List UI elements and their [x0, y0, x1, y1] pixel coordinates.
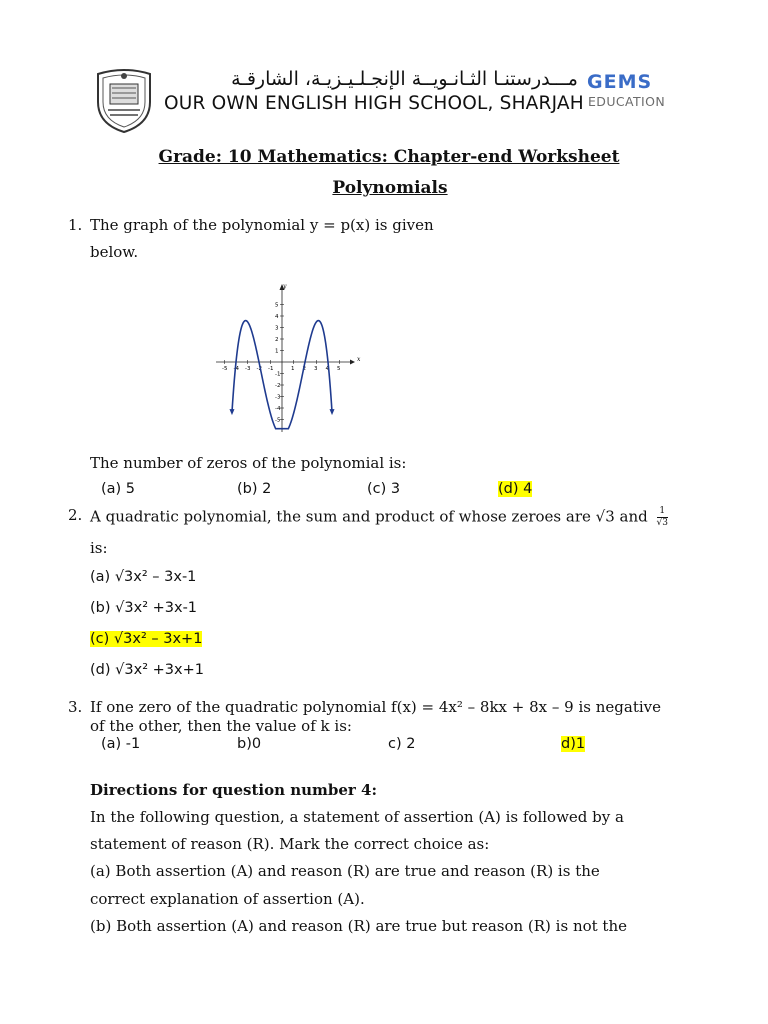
q4-line-2: statement of reason (R). Mark the correct choice as:: [90, 835, 490, 853]
q2-text-line2: is:: [90, 539, 108, 557]
school-name: OUR OWN ENGLISH HIGH SCHOOL, SHARJAH: [164, 93, 584, 114]
curve-arrow-right: [330, 409, 335, 415]
x-tick-label: -2: [256, 366, 262, 372]
q2-option-d-label: (d): [90, 662, 111, 678]
q1-number: 1.: [68, 216, 83, 234]
q3-number: 3.: [68, 698, 83, 716]
q4-line-5: (b) Both assertion (A) and reason (R) are true but reason (R) is not the: [90, 917, 627, 935]
y-tick-label: -3: [275, 394, 281, 401]
q1-option-d: (d) 4: [498, 481, 533, 497]
curve-arrow-left: [229, 409, 234, 415]
q2-option-b-rest: x² +3x-1: [133, 600, 198, 616]
x-axis-label: x: [357, 356, 361, 363]
polynomial-graph: [212, 282, 362, 434]
q2-text-line1: [90, 506, 668, 529]
q1-option-a: (a) 5: [101, 481, 136, 497]
q1-text-line2: below.: [90, 243, 139, 261]
q2-fraction: [657, 506, 668, 529]
q2-option-d: [90, 662, 204, 678]
q2-fraction-denominator: √3: [656, 518, 668, 528]
q3-option-a: (a) -1: [101, 736, 141, 752]
x-tick-label: 1: [291, 366, 295, 372]
q2-option-a-label: (a): [90, 569, 111, 585]
y-tick-label: -1: [275, 371, 281, 378]
page-title: Grade: 10 Mathematics: Chapter-end Worksheet: [158, 147, 620, 167]
x-tick-label: 4: [325, 366, 329, 372]
x-tick-label: 3: [314, 366, 318, 372]
x-tick-label: 2: [302, 366, 306, 372]
q2-option-a-rest: x² – 3x-1: [133, 569, 197, 585]
y-tick-label: 3: [275, 325, 279, 332]
q1-prompt: The number of zeros of the polynomial is:: [90, 454, 407, 472]
x-tick-label: 5: [337, 366, 341, 372]
q2-option-b-label: (b): [90, 600, 111, 616]
q2-option-c-sqrt: √3: [113, 631, 133, 647]
school-name-arabic: مـــدرستنـا الثـانـويــة الإنجـلـيـزيـة، الشارقـة: [231, 68, 578, 90]
q2-option-c-label: (c): [90, 631, 110, 647]
x-tick-label: -5: [222, 366, 228, 372]
y-tick-label: 1: [275, 348, 279, 355]
x-tick-label: -3: [245, 366, 251, 372]
y-tick-label: 4: [275, 314, 279, 320]
q1-text-line1: The graph of the polynomial y = p(x) is given: [90, 216, 434, 234]
gems-logo-text: GEMS: [587, 71, 653, 93]
q2-option-c: [90, 631, 202, 647]
y-tick-label: -5: [275, 417, 281, 424]
q2-option-a-sqrt: √3: [114, 569, 134, 585]
q2-text-line1-main: A quadratic polynomial, the sum and product of whose zeroes are √3 and: [90, 507, 648, 526]
q2-option-d-rest: x² +3x+1: [133, 662, 204, 678]
q3-text-line2: of the other, then the value of k is:: [90, 717, 352, 735]
page-subtitle: Polynomials: [332, 178, 448, 198]
q4-directions-heading: Directions for question number 4:: [90, 781, 378, 799]
q3-text-line1: If one zero of the quadratic polynomial f(x) = 4x² – 8kx + 8x – 9 is negative: [90, 698, 661, 716]
q3-option-b: b)0: [237, 736, 262, 752]
q2-option-b: [90, 600, 197, 616]
q4-line-1: In the following question, a statement of assertion (A) is followed by a: [90, 808, 624, 826]
y-tick-label: 2: [275, 337, 279, 343]
x-axis-arrow: [350, 360, 355, 365]
q2-option-d-sqrt: √3: [115, 662, 134, 678]
q2-option-c-rest: x² – 3x+1: [132, 631, 203, 647]
y-tick-label: -2: [275, 383, 281, 389]
gems-education-text: EDUCATION: [588, 94, 666, 109]
y-tick-label: 5: [275, 302, 279, 309]
q4-line-3: (a) Both assertion (A) and reason (R) are true and reason (R) is the: [90, 862, 600, 880]
q1-option-c: (c) 3: [367, 481, 401, 497]
x-tick-label: -4: [233, 366, 239, 372]
q2-option-b-sqrt: √3: [115, 600, 134, 616]
q2-option-a: [90, 569, 196, 585]
y-axis-label: y: [283, 283, 287, 290]
q2-fraction-numerator: 1: [657, 506, 668, 518]
gems-logo: [587, 71, 659, 93]
q2-number: 2.: [68, 506, 83, 524]
x-tick-label: -1: [268, 366, 274, 372]
y-tick-label: -4: [275, 406, 281, 412]
q3-option-c: c) 2: [388, 736, 416, 752]
q1-option-b: (b) 2: [237, 481, 272, 497]
q4-line-4: correct explanation of assertion (A).: [90, 890, 365, 908]
q3-option-d: d)1: [561, 736, 586, 752]
school-crest-logo: [92, 66, 156, 134]
